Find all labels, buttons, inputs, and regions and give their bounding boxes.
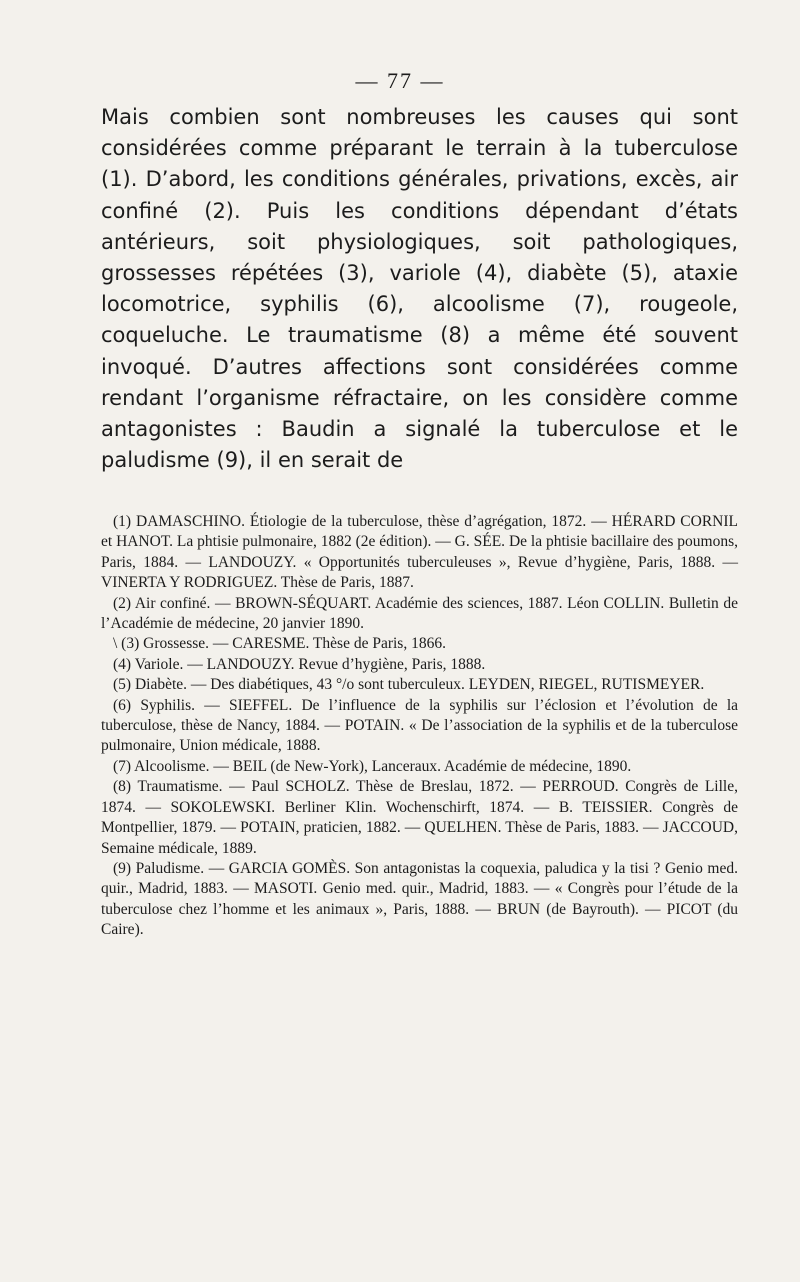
footnote-text: Traumatisme. — Paul SCHOLZ. Thèse de Breslau, 1872. — PERROUD. Congrès de Lille, 1874. — SOKOLEWSKI. Berliner Klin. Wochenschirft, 1874. — B. TEISSIER. Congrès de Montpellier, 1879. — POTAIN, praticien, 1882. — QUELHEN. Thèse de Paris, 1883. — JACCOUD, Semaine médicale, 1889. xyxy=(101,778,738,857)
footnote-text: Grossesse. — CARESME. Thèse de Paris, 1866. xyxy=(143,635,446,653)
footnote-9 xyxy=(101,859,738,941)
footnote-label: (8) xyxy=(113,778,132,796)
footnote-label: (5) xyxy=(113,676,132,694)
footnote-3 xyxy=(101,634,738,654)
footnote-8 xyxy=(101,777,738,859)
footnote-2 xyxy=(101,594,738,635)
footnotes xyxy=(101,512,738,941)
footnote-5 xyxy=(101,675,738,695)
footnote-6 xyxy=(101,696,738,757)
footnote-text: Diabète. — Des diabétiques, 43 °/o sont tuberculeux. LEYDEN, RIEGEL, RUTISMEYER. xyxy=(134,676,705,694)
footnote-label: (2) xyxy=(113,594,132,612)
footnote-label: \ (3) xyxy=(113,635,140,653)
footnote-text: Variole. — LANDOUZY. Revue d’hygiène, Paris, 1888. xyxy=(134,655,486,673)
footnote-text: Alcoolisme. — BEIL (de New-York), Lanceraux. Académie de médecine, 1890. xyxy=(134,757,632,775)
page-number: — 77 — xyxy=(355,68,445,93)
footnote-label: (4) xyxy=(113,655,132,673)
footnote-7 xyxy=(101,757,738,777)
footnote-4 xyxy=(101,655,738,675)
footnote-label: (1) xyxy=(113,513,132,530)
main-paragraph: Mais combien sont nombreuses les causes qui sont considérées comme préparant le terrain à la tuberculose (1). D’abord, les conditions générales, privations, excès, air confiné (2). Puis les conditions dépendant d’états antérieurs, soit physiologiques, soit pathologiques, grossesses répétées (3), variole (4), diabète (5), ataxie locomotrice, syphilis (6), alcoolisme (7), rougeole, coqueluche. Le traumatisme (8) a même été souvent invoqué. D’autres affections sont considérées comme rendant l’organisme réfractaire, on les considère comme antagonistes : Baudin a signalé la tuberculose et le paludisme (9), il en serait de xyxy=(101,105,738,473)
footnote-label: (9) xyxy=(113,859,132,877)
footnote-1 xyxy=(101,512,738,594)
footnote-text: Syphilis. — SIEFFEL. De l’influence de la syphilis sur l’éclosion et l’évolution de la tuberculose, thèse de Nancy, 1884. — POTAIN. « De l’association de la syphilis et de la tuberculose pulmonaire, Union médicale, 1888. xyxy=(101,696,739,755)
footnote-label: (6) xyxy=(113,696,132,714)
footnote-text: Air confiné. — BROWN-SÉQUART. Académie des sciences, 1887. Léon COLLIN. Bulletin de l’Académie de médecine, 20 janvier 1890. xyxy=(101,594,738,633)
footnote-text: DAMASCHINO. Étiologie de la tuberculose, thèse d’agrégation, 1872. — HÉRARD CORNIL et HANOT. La phtisie pulmonaire, 1882 (2e édition). — G. SÉE. De la phtisie bacillaire des poumons, Paris, 1884. — LANDOUZY. « Opportunités tuberculeuses », Revue d’hygiène, Paris, 1888. — VINERTA Y RODRIGUEZ. Thèse de Paris, 1887. xyxy=(101,513,739,592)
footnote-text: Paludisme. — GARCIA GOMÈS. Son antagonistas la coquexia, paludica y la tisi ? Genio med. quir., Madrid, 1883. — MASOTI. Genio med. quir., Madrid, 1883. — « Congrès pour l’étude de la tuberculose chez l’homme et les animaux », Paris, 1888. — BRUN (de Bayrouth). — PICOT (du Caire). xyxy=(101,859,738,939)
footnote-label: (7) xyxy=(113,757,132,775)
